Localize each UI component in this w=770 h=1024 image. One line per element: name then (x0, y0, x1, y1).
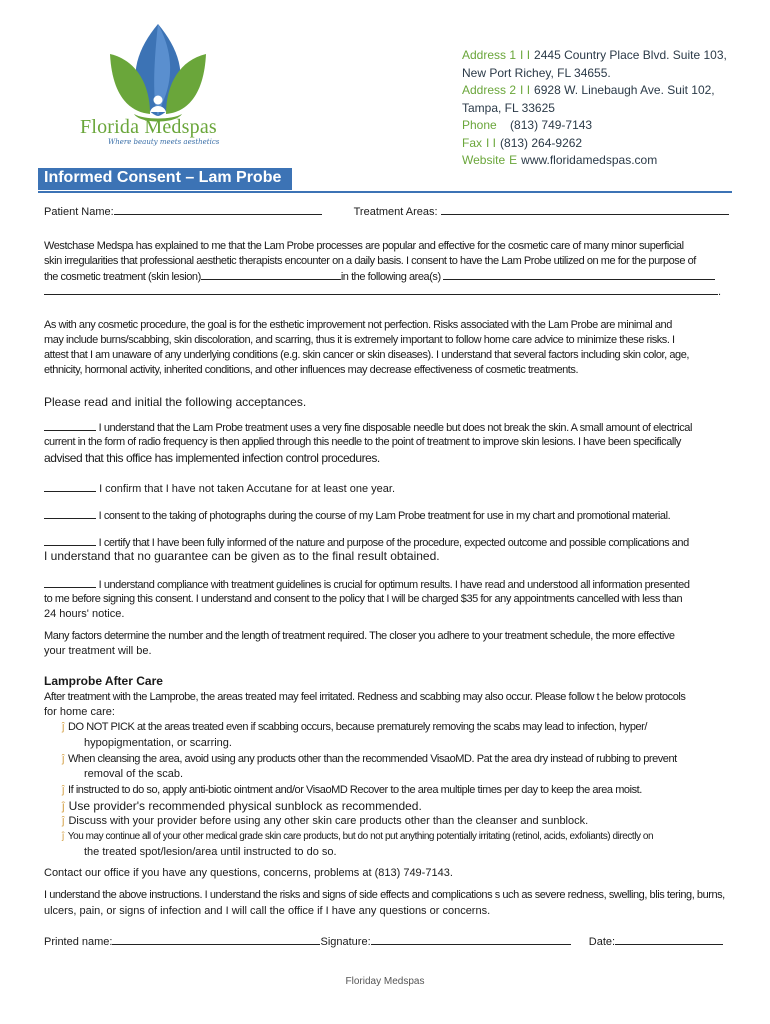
address-2-city: Tampa, FL 33625 (462, 100, 555, 115)
treatment-area-field[interactable] (443, 269, 715, 280)
initial-field-3[interactable] (44, 508, 96, 519)
intro-line-2: skin irregularities that professional aesthetic therapists encounter on a daily basis. I consent to have the Lam Probe utilized on me for the purpose of (44, 255, 696, 267)
bullet-icon: ĵ (62, 753, 64, 765)
aftercare-bullet-6: ĵ You may continue all of your other medical grade skin care products, but do not put anything potentially irritating (retinol, acids, exfoliants) directly on (62, 831, 654, 842)
aftercare-intro-line-2: for home care: (44, 706, 115, 718)
acceptance-5-line-2: to me before signing this consent. I understand and consent to the policy that I will be charged $35 for any appointments cancelled with less than (44, 593, 683, 605)
skin-lesion-field[interactable] (201, 269, 341, 280)
bullet-icon: ĵ (62, 799, 65, 813)
acceptance-4-line-1: I certify that I have been fully informed of the nature and purpose of the procedure, expected outcome and possible complications and (44, 535, 732, 551)
understand-line-1: I understand the above instructions. I understand the risks and signs of side effects and complications s uch as severe redness, swelling, blis tering, burns, (44, 889, 725, 901)
patient-name-field[interactable] (114, 204, 322, 215)
aftercare-bullet-3: ĵ If instructed to do so, apply anti-biotic ointment and/or VisaoMD Recover to the area multiple times per day to keep the area moist. (62, 784, 642, 796)
fax-line: Fax I I (813) 264-9262 (462, 135, 583, 150)
aftercare-bullet-2: ĵ When cleansing the area, avoid using any products other than the recommended VisaoMD. Pat the area dry instead of rubbing to prevent (62, 753, 677, 765)
printed-name-field[interactable] (112, 934, 320, 945)
phone-line: Phone (813) 749-7143 (462, 118, 593, 132)
printed-name-label: Printed name: (44, 936, 113, 948)
document-title: Informed Consent – Lam Probe (44, 169, 282, 186)
address-2-line: Address 2 I I 6928 W. Linebaugh Ave. Suit 102, (462, 83, 715, 97)
understand-line-2: ulcers, pain, or signs of infection and I will call the office if I have any questions or concerns. (44, 905, 491, 917)
risk-line-1: As with any cosmetic procedure, the goal is for the esthetic improvement not perfection. Risks associated with the Lam Probe are minimal and (44, 319, 672, 331)
intro-line-1: Westchase Medspa has explained to me that the Lam Probe processes are popular and effective for the cosmetic care of many minor superficial (44, 240, 684, 252)
aftercare-bullet-5: ĵ Discuss with your provider before using any other skin care products other than the cleanser and sunblock. (62, 815, 589, 827)
risk-line-3: attest that I am unaware of any underlying conditions (e.g. skin cancer or skin diseases). I understand that several factors including skin color, age, (44, 349, 689, 361)
acceptance-2: I confirm that I have not taken Accutane for at least one year. (44, 481, 732, 497)
bullet-icon: ĵ (62, 815, 65, 827)
acceptance-1-line-1: I understand that the Lam Probe treatment uses a very fine disposable needle but does not break the skin. A small amount of electrical (44, 420, 732, 436)
initial-field-4[interactable] (44, 535, 96, 546)
acceptance-4-line-2: I understand that no guarantee can be given as to the final result obtained. (44, 549, 440, 563)
treatment-areas-label: Treatment Areas: (353, 206, 438, 218)
date-field[interactable] (615, 934, 723, 945)
bullet-icon: ĵ (62, 831, 64, 842)
logo-tagline: Where beauty meets aesthetics (108, 138, 220, 146)
page-footer: Floriday Medspas (345, 976, 425, 987)
aftercare-bullet-1-cont: hypopigmentation, or scarring. (84, 737, 232, 749)
patient-fields-row (44, 204, 732, 220)
aftercare-bullet-4: ĵ Use provider's recommended physical sunblock as recommended. (62, 799, 422, 813)
acceptance-3: I consent to the taking of photographs during the course of my Lam Probe treatment for use in my chart and promotional material. (44, 508, 732, 524)
acceptance-1-line-2: current in the form of radio frequency is then applied through this needle to the point of treatment to improve skin lesions. I have been specifically (44, 436, 681, 448)
factors-line-2: your treatment will be. (44, 645, 152, 657)
patient-name-label: Patient Name: (44, 206, 114, 218)
treatment-areas-field[interactable] (441, 204, 729, 215)
intro-line-3: the cosmetic treatment (skin lesion) in the following area(s) (44, 269, 732, 285)
contact-block (462, 47, 762, 170)
factors-line-1: Many factors determine the number and the length of treatment required. The closer you adhere to your treatment schedule, the more effective (44, 630, 675, 642)
aftercare-intro-line-1: After treatment with the Lamprobe, the areas treated may feel irritated. Redness and scabbing may also occur. Please follow t he below protocols (44, 691, 686, 703)
address-1-city: New Port Richey, FL 34655. (462, 65, 611, 80)
bullet-icon: ĵ (62, 721, 64, 733)
intro-line-4: . (44, 284, 732, 300)
website-line: Website E www.floridamedspas.com (462, 153, 658, 167)
signature-row (44, 934, 732, 950)
aftercare-bullet-2-cont: removal of the scab. (84, 768, 184, 780)
initial-field-1[interactable] (44, 420, 96, 431)
signature-field[interactable] (371, 934, 571, 945)
document-title-bar (38, 168, 292, 190)
signature-label: Signature: (320, 936, 371, 948)
initial-field-5[interactable] (44, 577, 96, 588)
date-label: Date: (588, 936, 616, 948)
address-1-line: Address 1 I I 2445 Country Place Blvd. Suite 103, (462, 48, 727, 62)
initial-heading: Please read and initial the following acceptances. (44, 395, 307, 409)
logo-wordmark: Florida Medspas (80, 116, 217, 138)
acceptance-5-line-3: 24 hours' notice. (44, 608, 125, 620)
risk-line-2: may include burns/scabbing, skin discoloration, and scarring, thus it is extremely important to follow home care advice to minimize these risks. I (44, 334, 675, 346)
acceptance-5-line-1: I understand compliance with treatment guidelines is crucial for optimum results. I have read and understood all information presented (44, 577, 732, 593)
initial-field-2[interactable] (44, 481, 96, 492)
aftercare-bullet-1: ĵ DO NOT PICK at the areas treated even if scabbing occurs, because prematurely removing the scabs may lead to infection, hyper/ (62, 721, 647, 733)
risk-line-4: ethnicity, hormonal activity, inherited conditions, and other influences may decrease effectiveness of cosmetic treatments. (44, 364, 579, 376)
aftercare-bullet-6-cont: the treated spot/lesion/area until instructed to do so. (84, 846, 337, 858)
treatment-area-field-continued[interactable] (44, 284, 718, 295)
acceptance-1-line-3: advised that this office has implemented infection control procedures. (44, 451, 380, 465)
aftercare-heading: Lamprobe After Care (44, 674, 163, 688)
bullet-icon: ĵ (62, 784, 64, 796)
title-divider (38, 191, 732, 193)
contact-office-line: Contact our office if you have any questions, concerns, problems at (813) 749-7143. (44, 867, 453, 879)
